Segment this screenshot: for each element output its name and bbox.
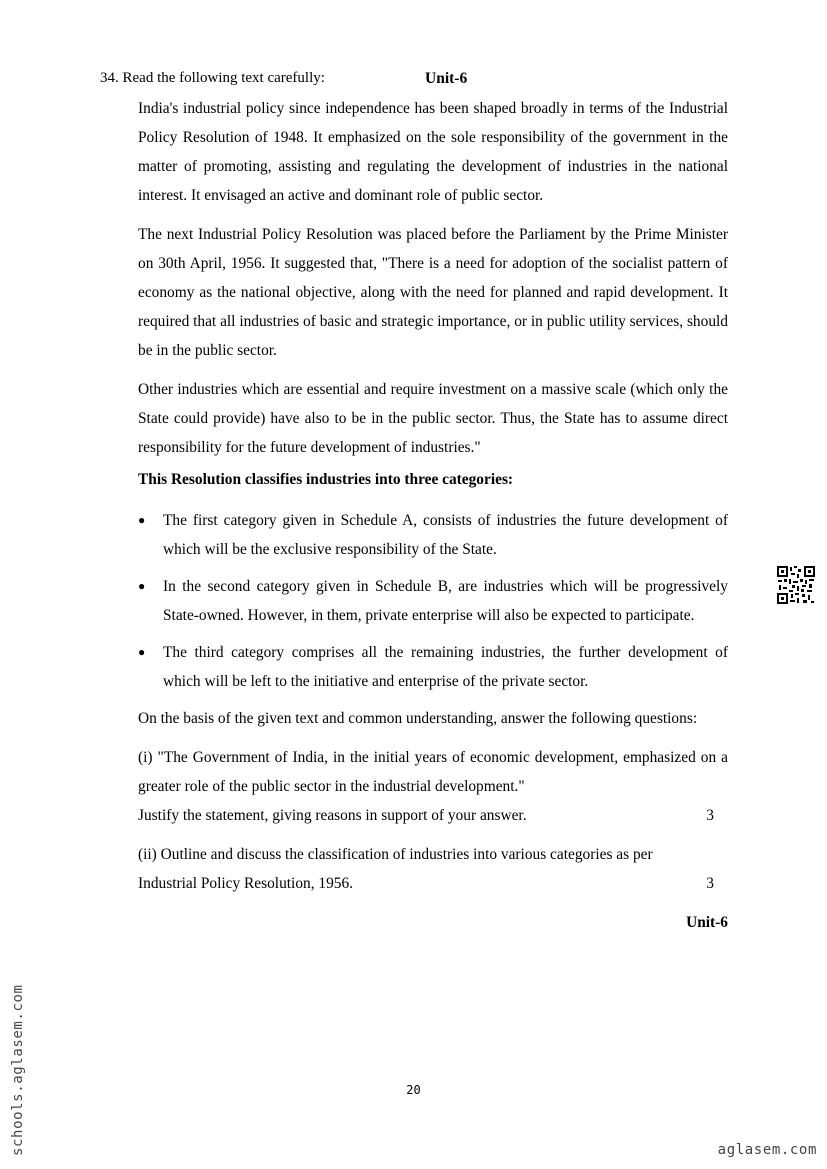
bottom-watermark: aglasem.com <box>717 1142 817 1158</box>
bullet-icon: ● <box>138 579 146 593</box>
bullet-icon: ● <box>138 645 146 659</box>
page-number: 20 <box>406 1083 421 1097</box>
bullet-icon: ● <box>138 513 146 527</box>
list-item-text: The first category given in Schedule A, consists of industries the future development of which will be the exclusive responsibility of the State. <box>163 512 728 558</box>
qr-code-icon <box>776 565 816 605</box>
subquestion-1-marks: 3 <box>706 807 714 824</box>
categories-heading: This Resolution classifies industries into three categories: <box>138 471 514 488</box>
subquestion-2 <box>138 840 728 898</box>
list-item <box>138 572 728 630</box>
subquestion-1-last-line: Justify the statement, giving reasons in support of your answer. <box>138 807 527 824</box>
list-item-text: The third category comprises all the remaining industries, the further development of which will be left to the initiative and enterprise of the private sector. <box>163 644 728 690</box>
subquestion-1 <box>138 743 728 830</box>
list-item-text: In the second category given in Schedule B, are industries which will be progressively State-owned. However, in them, private enterprise will also be expected to participate. <box>163 578 728 624</box>
passage <box>138 94 728 937</box>
passage-paragraph-3: Other industries which are essential and require investment on a massive scale (which only the State could provide) have also to be in the public sector. Thus, the State has to assume direct responsibility for the future development of industries." <box>138 381 728 456</box>
subquestion-1-row <box>138 801 728 830</box>
passage-paragraph-2: The next Industrial Policy Resolution was placed before the Parliament by the Prime Minister on 30th April, 1956. It suggested that, "There is a need for adoption of the socialist pattern of economy as the national objective, along with the need for planned and rapid development. It required that all industries of basic and strategic importance, or in public utility services, should be in the public sector. <box>138 226 728 359</box>
instruction: On the basis of the given text and common understanding, answer the following questions: <box>138 710 698 727</box>
subquestion-2-last-line: Industrial Policy Resolution, 1956. <box>138 875 354 892</box>
passage-paragraph-1: India's industrial policy since independence has been shaped broadly in terms of the Industrial Policy Resolution of 1948. It emphasized on the sole responsibility of the government in the matter of promoting, assisting and regulating the development of industries in the national interest. It envisaged an active and dominant role of public sector. <box>138 100 728 204</box>
unit-label: Unit-6 <box>425 70 468 87</box>
subquestion-1-text: (i) "The Government of India, in the initial years of economic development, emphasized on a greater role of the public sector in the industrial development." <box>138 749 728 795</box>
subquestion-2-marks: 3 <box>706 875 714 892</box>
side-watermark: schools.aglasem.com <box>10 984 26 1156</box>
question-header <box>100 70 740 87</box>
subquestion-2-text: (ii) Outline and discuss the classification of industries into various categories as per <box>138 846 653 863</box>
list-item <box>138 506 728 564</box>
category-list <box>138 506 728 696</box>
list-item <box>138 638 728 696</box>
question-number-label: 34. Read the following text carefully: <box>100 70 325 86</box>
subquestion-2-row <box>138 869 728 898</box>
footer-unit-label: Unit-6 <box>686 914 728 931</box>
